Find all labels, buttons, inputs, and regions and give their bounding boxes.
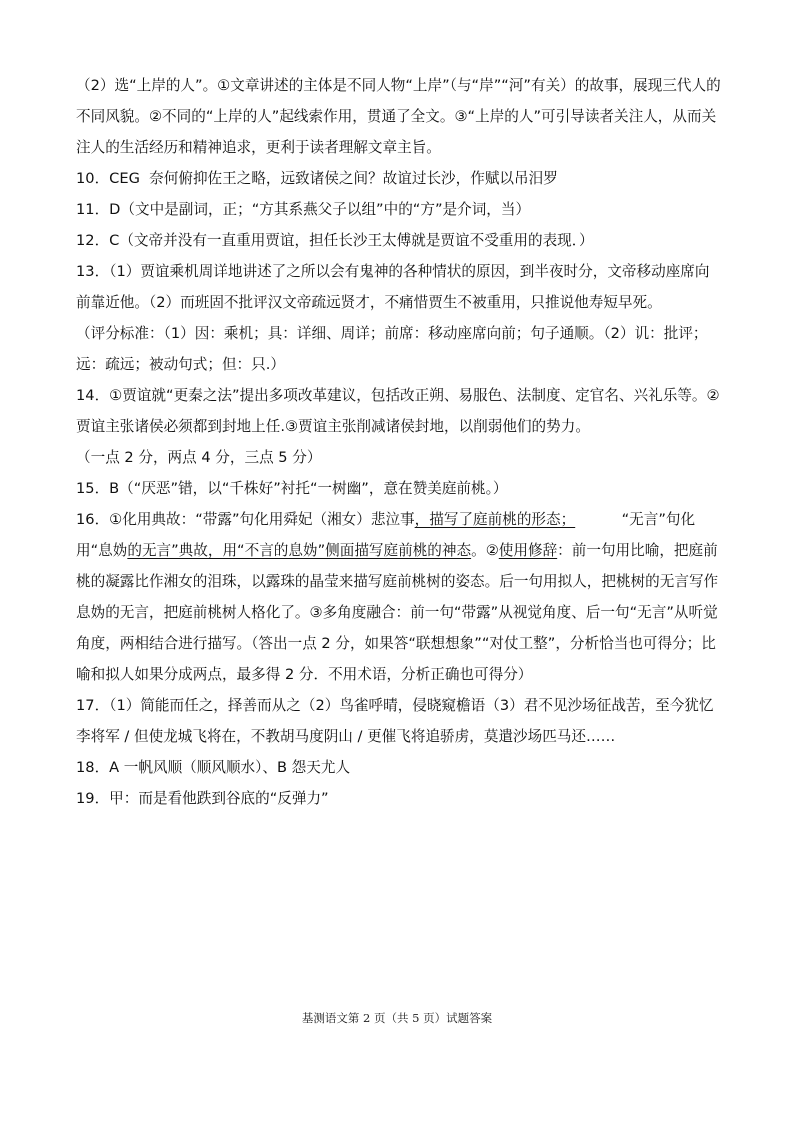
- text-segment: 16．①化用典故：“带露”句化用舜妃（湘女）悲泣事: [76, 511, 415, 528]
- text-segment: 10．CEG 奈何俯抑佐王之略，远致诸侯之间？故谊过长沙，作赋以吊汨罗: [76, 170, 558, 187]
- answer-p17: [76, 690, 724, 752]
- text-segment: 18．A 一帆风顺（顺风顺水）、B 怨天尤人: [76, 759, 351, 776]
- text-segment: （2）选“上岸的人”。①文章讲述的主体是不同人物“上岸”（与“岸”“河”有关）的故事，展现三代人的不同风貌。②不同的“上岸的人”起线索作用，贯通了全文。③“上岸的人”可引导读者关注人，从而关注人的生活经历和精神追求，更利于读者理解文章主旨。: [76, 77, 721, 156]
- text-segment: （评分标准：（1）因：乘机；具：详细、周详；前席：移动座席向前；句子通顺。（2）讥：批评；远：疏远；被动句式；但：只.）: [76, 325, 708, 373]
- text-segment: 19．甲：而是看他跌到谷底的“反弹力”: [76, 790, 329, 807]
- text-segment: 15．B（“厌恶”错，以“千株好”衬托“一树幽”，意在赞美庭前桃。）: [76, 480, 508, 497]
- answer-p18: [76, 752, 724, 783]
- underlined-text: 使用修辞: [498, 542, 558, 559]
- answer-p15: [76, 473, 724, 504]
- answer-p13-score: [76, 318, 724, 380]
- text-segment: （一点 2 分，两点 4 分，三点 5 分）: [76, 449, 322, 466]
- answer-sheet-body: [76, 70, 724, 814]
- answer-p13: [76, 256, 724, 318]
- text-segment: 12．C（文帝并没有一直重用贾谊，担任长沙王太傅就是贾谊不受重用的表现．）: [76, 232, 594, 249]
- answer-p12: [76, 225, 724, 256]
- answer-p11: [76, 194, 724, 225]
- answer-p14: [76, 380, 724, 442]
- answer-p16: [76, 504, 724, 690]
- underlined-text: 的无言”典故，用“不言的息妫”侧面描写庭前桃的神态: [127, 542, 472, 559]
- page-footer: 基测语文第 2 页（共 5 页）试题答案: [301, 1011, 493, 1025]
- underlined-text: ，描写了庭前桃的形态；: [414, 511, 576, 528]
- text-segment: 17．（1）简能而任之，择善而从之（2）鸟雀呼晴，侵晓窥檐语（3）君不见沙场征战苦，至今犹忆李将军 / 但使龙城飞将在，不教胡马度阴山 / 更催飞将追骄虏，莫遣沙场匹马还……: [76, 697, 714, 745]
- answer-list: [76, 70, 724, 814]
- text-segment: 。②: [471, 542, 499, 559]
- answer-p19: [76, 783, 724, 814]
- answer-p14-score: [76, 442, 724, 473]
- text-segment: ：前一句用比喻，把庭前桃的凝露比作湘女的泪珠，以露珠的晶莹来描写庭前桃树的姿态。后一句用拟人，把桃树的无言写作息妫的无言，把庭前桃树人格化了。③多角度融合：前一句“带露”从视觉角度、后一句“无言”从听觉角度，两相结合进行描写。（答出一点 2 分，如果答“联想想象”“对仗工整”，分析恰当也可得分；比喻和拟人如果分成两点，最多得 2 分．不用术语，分析正确也可得分）: [76, 542, 719, 683]
- answer-p9-2: [76, 70, 724, 163]
- text-segment: “无言”句化用“息妫: [76, 511, 696, 559]
- text-segment: 14．①贾谊就“更秦之法”提出多项改革建议，包括改正朔、易服色、法制度、定官名、兴礼乐等。②贾谊主张诸侯必须都到封地上任.③贾谊主张削减诸侯封地，以削弱他们的势力。: [76, 387, 720, 435]
- text-segment: 11．D（文中是副词，正；“方其系燕父子以组”中的“方”是介词，当）: [76, 201, 531, 218]
- answer-p10: [76, 163, 724, 194]
- text-segment: 13．（1）贾谊乘机周详地讲述了之所以会有鬼神的各种情状的原因，到半夜时分，文帝移动座席向前靠近他。（2）而班固不批评汉文帝疏远贤才，不痛惜贾生不被重用，只推说他寿短早死。: [76, 263, 710, 311]
